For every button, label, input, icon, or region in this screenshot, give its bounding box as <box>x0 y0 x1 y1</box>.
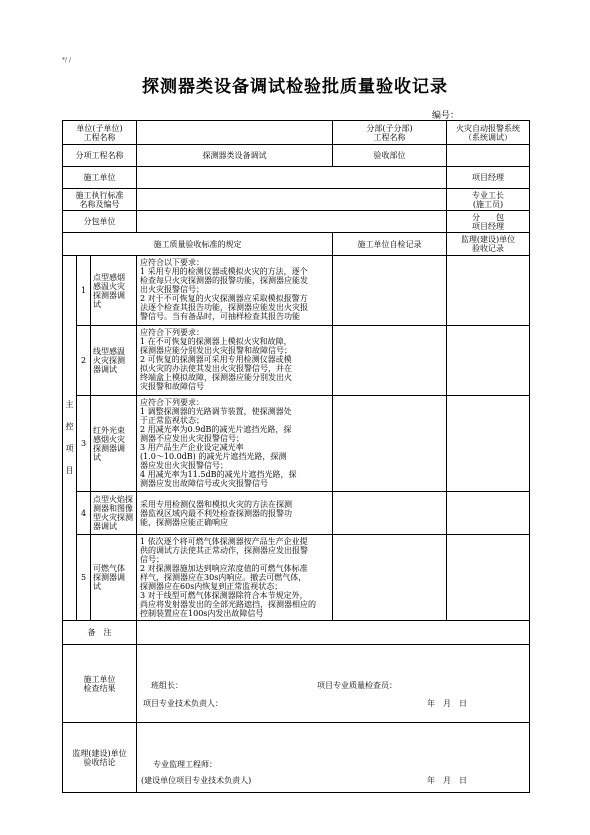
table-row <box>63 256 530 326</box>
foreman-label: 专业工长 (施工员) <box>447 189 530 211</box>
self-check-cell[interactable] <box>333 492 447 535</box>
acceptance-part-field[interactable] <box>447 145 530 167</box>
item-requirement: 1 依次逐个将可燃气体探测器按产品生产企业提 供的调试方法使其正常动作，探测器应发出报警 信号； 2 对探测器施加达到响应浓度值的可燃气体标准 样气，探测器应在30s内响应。撤去可燃气体， 探测器应在60s内恢复到正常监视状态； 3 对于线型可燃气体探测器除符合本节规定外， 尚应将发射器发出的全部光路遮挡，探测器相应的 控制装置应在100s内发出故障信号 <box>137 535 333 621</box>
self-check-cell[interactable] <box>333 535 447 621</box>
header-row-standard <box>63 189 530 211</box>
acceptance-record-table <box>62 120 530 793</box>
supervision-conclusion-field[interactable] <box>137 723 530 793</box>
item-number: 1 <box>77 256 91 326</box>
project-manager-label: 项目经理 <box>447 167 530 189</box>
remark-field[interactable] <box>137 621 530 645</box>
self-check-cell[interactable] <box>333 326 447 396</box>
construction-unit-label: 施工单位 <box>63 167 137 189</box>
item-name: 点型火焰探 测器和图像 型火灾探测 器调试 <box>91 492 137 535</box>
main-control-items-label: 主 控 项 目 <box>63 256 77 621</box>
supervision-column-header: 监理(建设)单位 验收记录 <box>447 233 530 256</box>
item-name: 点型感烟 感温火灾 探测器调 试 <box>91 256 137 326</box>
remark-row <box>63 621 530 645</box>
tech-lead-label: 项目专业技术负责人： <box>143 699 224 708</box>
item-requirement: 应符合下列要求： 1 在不可恢复的探测器上模拟火灾和故障， 探测器应能分别发出火灾报警和故障信号； 2 可恢复的探测器可采用专用检测仪器或模 拟火灾的办法使其发出火灾报警信号，并在 终端盒上模拟故障，探测器应能分别发出火 灾报警和故障信号 <box>137 326 333 396</box>
item-name: 红外光束 感烟火灾 探测器调 试 <box>91 396 137 492</box>
spec-column-header: 施工质量验收标准的规定 <box>63 233 333 256</box>
corner-mark: */ / <box>62 57 71 64</box>
construction-result-row <box>63 645 530 723</box>
item-name: 可燃气体 探测器调 试 <box>91 535 137 621</box>
supervision-conclusion-row <box>63 723 530 793</box>
construction-date-label: 年 月 日 <box>427 699 468 708</box>
table-row <box>63 535 530 621</box>
construction-unit-field[interactable] <box>137 167 447 189</box>
header-row-subitem <box>63 145 530 167</box>
item-requirement: 采用专用检测仪器和模拟火灾的方法在探测 器监视区域内最不利处检查探测器的报警功 能，探测器应能正确响应 <box>137 492 333 535</box>
table-row <box>63 396 530 492</box>
supervision-record-cell[interactable] <box>447 396 530 492</box>
construction-result-field[interactable] <box>137 645 530 723</box>
division-project-name-value: 火灾自动报警系统（系统调试） <box>447 121 530 145</box>
self-check-cell[interactable] <box>333 256 447 326</box>
supervision-record-cell[interactable] <box>447 256 530 326</box>
column-header-row <box>63 233 530 256</box>
header-row-subcontractor <box>63 211 530 233</box>
owner-tech-lead-label: (建设单位项目专业技术负责人) <box>141 776 252 785</box>
header-row-construction-unit <box>63 167 530 189</box>
item-name: 线型感温 火灾探测 器调试 <box>91 326 137 396</box>
subitem-name-value: 探测器类设备调试 <box>137 145 333 167</box>
team-leader-label: 班组长： <box>151 681 184 690</box>
division-project-name-label: 分部(子分部) 工程名称 <box>333 121 447 145</box>
supervision-date-label: 年 月 日 <box>427 776 468 785</box>
item-number: 4 <box>77 492 91 535</box>
subitem-name-label: 分项工程名称 <box>63 145 137 167</box>
subcontractor-field[interactable] <box>137 211 447 233</box>
item-number: 3 <box>77 396 91 492</box>
header-row-project <box>63 121 530 145</box>
supervision-record-cell[interactable] <box>447 326 530 396</box>
item-requirement: 应符合以下要求： 1 采用专用的检测仪器或模拟火灾的方法，逐个 检查每只火灾探测器的报警功能，探测器应能发 出火灾报警信号； 2 对于不可恢复的火灾探测器应采取模拟报警方 法逐个检查其报告功能，探测器应能发出火灾报 警信号。当有备品时，可抽样检查其报告功能 <box>137 256 333 326</box>
unit-project-name-field[interactable] <box>137 121 333 145</box>
execution-standard-field[interactable] <box>137 189 447 211</box>
quality-inspector-label: 项目专业质量检查员： <box>317 681 398 690</box>
self-check-cell[interactable] <box>333 396 447 492</box>
unit-project-name-label: 单位(子单位) 工程名称 <box>63 121 137 145</box>
subcontractor-label: 分包单位 <box>63 211 137 233</box>
supervision-conclusion-label: 监理(建设)单位 验收结论 <box>63 723 137 793</box>
acceptance-part-label: 验收部位 <box>333 145 447 167</box>
supervision-record-cell[interactable] <box>447 492 530 535</box>
item-number: 5 <box>77 535 91 621</box>
table-row <box>63 492 530 535</box>
remark-label: 备 注 <box>63 621 137 645</box>
table-row <box>63 326 530 396</box>
supervision-record-cell[interactable] <box>447 535 530 621</box>
supervision-engineer-label: 专业监理工程师： <box>153 760 218 769</box>
page-title: 探测器类设备调试检验批质量验收记录 <box>142 77 448 97</box>
document-number-label: 编号： <box>432 111 460 121</box>
self-check-column-header: 施工单位自检记录 <box>333 233 447 256</box>
construction-result-label: 施工单位 检查结果 <box>63 645 137 723</box>
item-number: 2 <box>77 326 91 396</box>
item-requirement: 应符合下列要求： 1 调整探测器的光路调节装置，使探测器处 于正常监视状态； 2 用减光率为0.9dB的减光片遮挡光路，探 测器不应发出火灾报警信号； 3 用产品生产企业设定减光率 (1.0～10.0dB) 的减光片遮挡光路，探测 器应发出火灾报警信号； 4 用减光率为11.5dB的减光片遮挡光路，探 测器应发出故障信号或火灾报警信号 <box>137 396 333 492</box>
execution-standard-label: 施工执行标准 名称及编号 <box>63 189 137 211</box>
sub-project-manager-label: 分 包 项目经理 <box>447 211 530 233</box>
